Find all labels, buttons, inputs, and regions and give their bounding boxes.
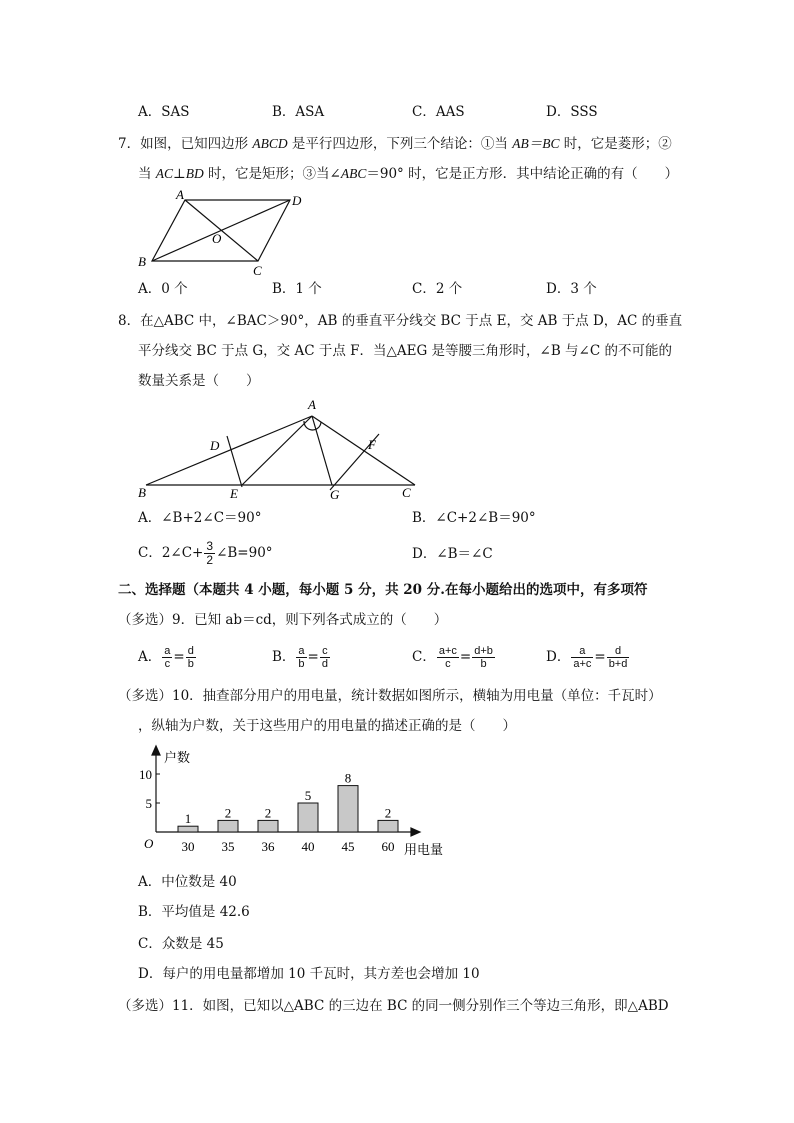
bar-value-label: 2 xyxy=(224,805,232,821)
label-b: B xyxy=(138,254,146,269)
q7-parallelogram-figure xyxy=(132,186,312,278)
bar-60 xyxy=(378,820,398,832)
bar-value-label: 1 xyxy=(184,811,192,827)
q8-option-a: A．∠B+2∠C＝90° xyxy=(138,510,262,526)
label-b: B xyxy=(138,485,146,500)
x-tick-label: 36 xyxy=(261,839,275,854)
q10-option-d: D．每户的用电量都增加 10 千瓦时，其方差也会增加 10 xyxy=(138,966,480,982)
segment-ag xyxy=(312,416,332,485)
x-tick-label: 45 xyxy=(341,839,355,854)
q7-option-b: B．1 个 xyxy=(272,281,322,297)
q8-triangle-figure xyxy=(132,394,432,502)
label-o: O xyxy=(212,231,222,246)
bar-40 xyxy=(298,803,318,832)
q10-option-b: B．平均值是 42.6 xyxy=(138,904,250,920)
bar-value-label: 2 xyxy=(384,805,392,821)
x-tick-label: 40 xyxy=(301,839,315,854)
q7-option-d: D．3 个 xyxy=(546,281,597,297)
label-a: A xyxy=(308,397,316,412)
q9-option-d: D． $\frac{a}{a+c}$ = $\frac{d}{b+d}$ xyxy=(546,644,628,670)
label-c: C xyxy=(253,263,262,278)
q7-stem-line1: 7．如图，已知四边形 ABCD 是平行四边形，下列三个结论：①当 AB＝BC 时，它是菱形；② xyxy=(118,136,672,152)
q8-stem-line2: 平分线交 BC 于点 G，交 AC 于点 F．当△AEG 是等腰三角形时，∠B 与∠C 的不可能的 xyxy=(138,343,672,359)
q10-option-c: C．众数是 45 xyxy=(138,936,224,952)
label-c: C xyxy=(402,485,411,500)
q6-option-c: C．AAS xyxy=(412,104,465,120)
label-a: A xyxy=(176,187,184,202)
x-axis-label: 用电量 xyxy=(404,842,444,857)
x-tick-label: 60 xyxy=(381,839,395,854)
x-axis-arrow xyxy=(411,828,420,836)
y-tick-label: 10 xyxy=(139,767,152,782)
perp-bisector-ab xyxy=(227,436,242,487)
q9-option-c: C． $\frac{a+c}{c}$ = $\frac{d+b}{b}$ xyxy=(412,644,493,670)
q10-stem-line2: ，纵轴为户数，关于这些用户的用电量的描述正确的是（ ） xyxy=(138,718,516,734)
bar-value-label: 5 xyxy=(304,788,312,803)
section2-heading: 二、选择题（本题共 4 小题，每小题 5 分，共 20 分.在每小题给出的选项中，有多项符 xyxy=(118,582,648,598)
q8-stem-line3: 数量关系是（ ） xyxy=(138,373,260,389)
angle-arc-a xyxy=(304,421,321,430)
bar-value-label: 8 xyxy=(344,770,352,786)
y-tick-label: 5 xyxy=(145,796,152,811)
y-axis-arrow xyxy=(152,746,160,755)
q6-option-d: D．SSS xyxy=(546,104,598,120)
x-tick-label: 35 xyxy=(221,839,235,854)
bar-36 xyxy=(258,820,278,832)
segment-ab xyxy=(146,416,312,485)
label-g: G xyxy=(330,487,340,502)
q11-stem: （多选）11．如图，已知以△ABC 的三边在 BC 的同一侧分别作三个等边三角形，即△ABD xyxy=(118,998,669,1014)
segment-ac xyxy=(312,416,415,485)
q7-option-c: C．2 个 xyxy=(412,281,463,297)
q9-stem: （多选）9．已知 ab＝cd，则下列各式成立的（ ） xyxy=(118,612,448,628)
q8-option-b: B．∠C+2∠B＝90° xyxy=(412,510,536,526)
q8-option-c: C．2∠C+ $\frac{3}{2}$ ∠B=90° xyxy=(138,538,273,567)
q8-option-d: D．∠B＝∠C xyxy=(412,546,493,562)
segment-ae xyxy=(242,416,312,485)
bar-35 xyxy=(218,820,238,832)
origin-label: O xyxy=(144,836,154,851)
bar-45 xyxy=(338,786,358,832)
q7-stem-line2: 当 AC⊥BD 时，它是矩形；③当∠ABC＝90° 时，它是正方形．其中结论正确的有（ ） xyxy=(138,166,679,182)
q10-stem-line1: （多选）10．抽查部分用户的用电量，统计数据如图所示，横轴为用电量（单位：千瓦时） xyxy=(118,688,662,704)
bar-value-label: 2 xyxy=(264,805,272,821)
q9-option-a: A． $\frac{a}{c}$ = $\frac{d}{b}$ xyxy=(138,644,194,670)
x-tick-label: 30 xyxy=(181,839,195,854)
q10-option-a: A．中位数是 40 xyxy=(138,874,237,890)
q6-option-b: B．ASA xyxy=(272,104,325,120)
q10-bar-chart xyxy=(130,744,460,860)
label-e: E xyxy=(230,486,238,501)
q7-option-a: A．0 个 xyxy=(138,281,188,297)
q9-option-b: B． $\frac{a}{b}$ = $\frac{c}{d}$ xyxy=(272,644,328,670)
bar-30 xyxy=(178,826,198,832)
q8-stem-line1: 8．在△ABC 中，∠BAC＞90°，AB 的垂直平分线交 BC 于点 E，交 AB 于点 D，AC 的垂直 xyxy=(118,313,683,329)
label-d: D xyxy=(292,193,302,208)
label-d: D xyxy=(210,438,220,453)
y-axis-label: 户数 xyxy=(164,750,191,765)
q6-option-a: A．SAS xyxy=(138,104,190,120)
label-f: F xyxy=(368,437,376,452)
